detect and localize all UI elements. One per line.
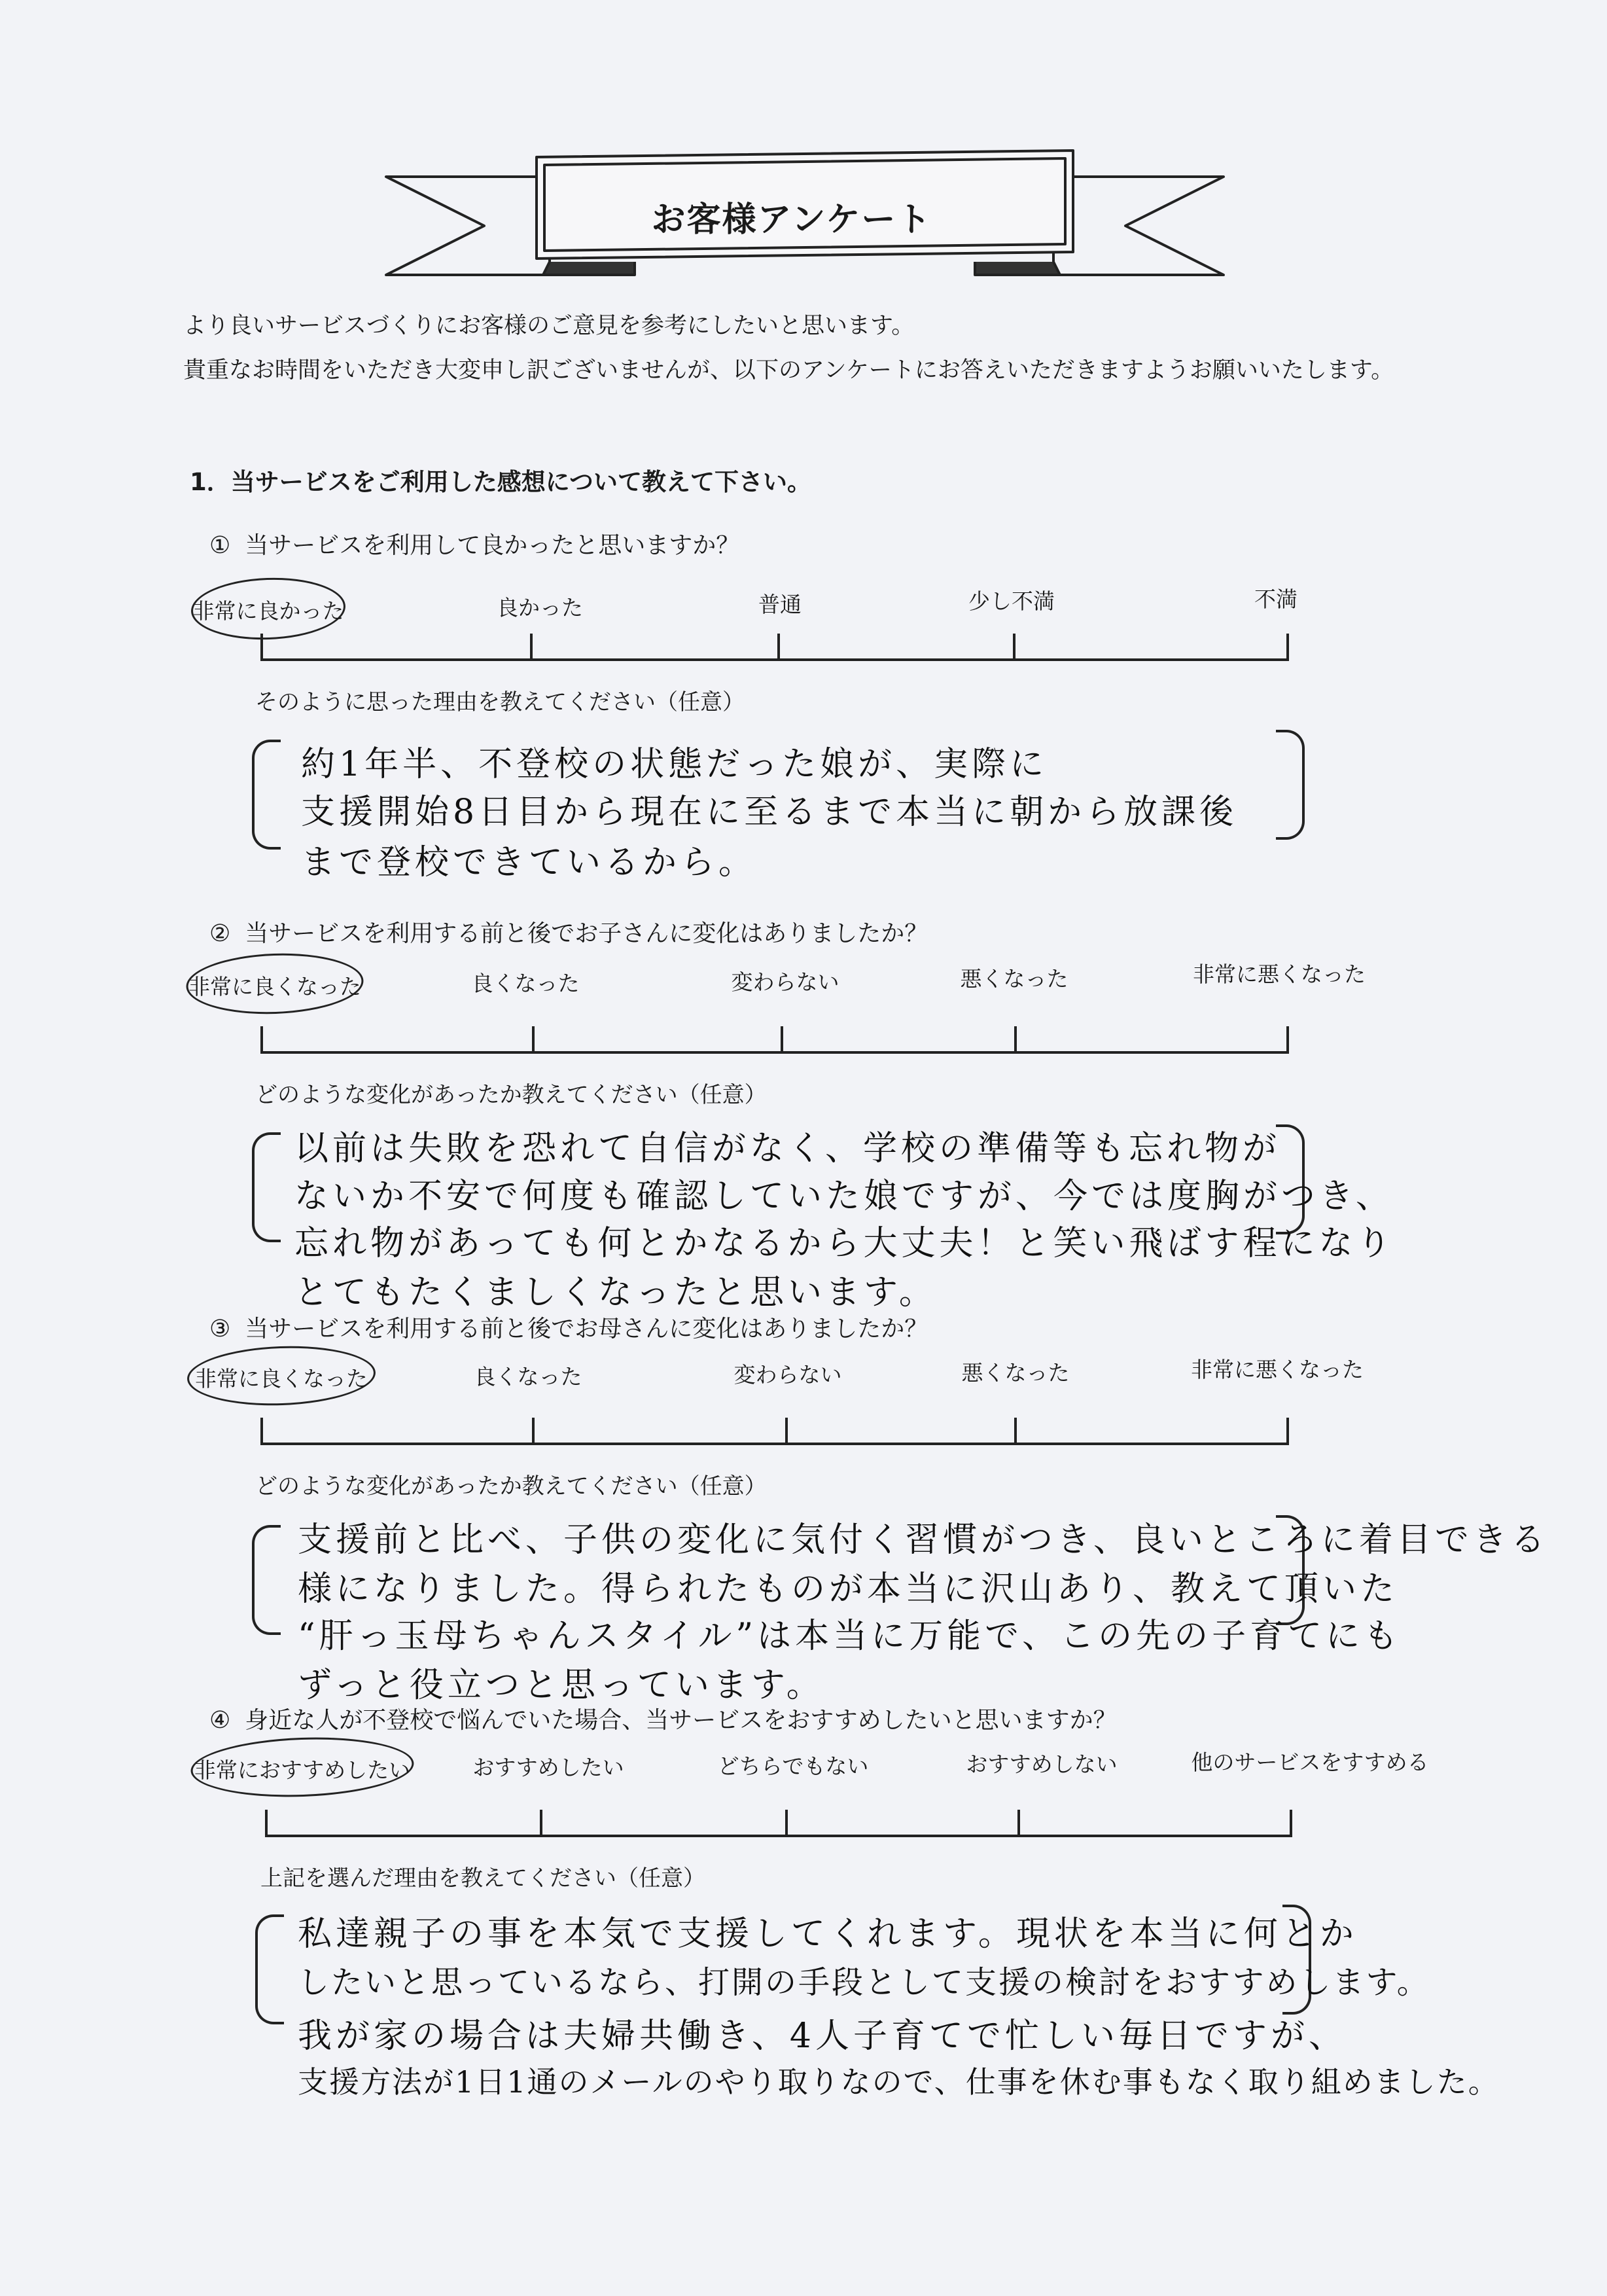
intro-line-1: より良いサービスづくりにお客様のご意見を参考にしたいと思います。 xyxy=(183,313,915,339)
scale-tick xyxy=(785,1418,788,1445)
q2-answer-line-2: ないか不安で何度も確認していた娘ですが、今では度胸がつき、 xyxy=(294,1177,1394,1216)
scale-tick xyxy=(1286,1418,1289,1445)
question-3-number: ③ xyxy=(209,1316,231,1342)
q2-answer-line-4: とてもたくましくなったと思います。 xyxy=(294,1273,937,1312)
scale-tick xyxy=(260,1418,263,1445)
scale-tick xyxy=(532,1026,535,1054)
scale-tick xyxy=(1286,634,1289,661)
q3-answer-line-2: 様になりました。得られたものが本当に沢山あり、教えて頂いた xyxy=(298,1570,1399,1609)
q2-reason-label: どのような変化があったか教えてください（任意） xyxy=(255,1082,767,1108)
intro-line-2: 貴重なお時間をいただき大変申し訳ございませんが、以下のアンケートにお答えいただきますようお願いいたします。 xyxy=(183,357,1394,384)
scale-tick xyxy=(777,634,780,661)
q2-option-better[interactable]: 良くなった xyxy=(471,971,580,996)
q1-reason-label: そのように思った理由を教えてください（任意） xyxy=(255,689,745,715)
section-title: 1．当サービスをご利用した感想について教えて下さい。 xyxy=(190,468,812,496)
question-2-text: 当サービスを利用する前と後でお子さんに変化はありましたか？ xyxy=(245,920,928,947)
q3-answer-line-4: ずっと役立つと思っています。 xyxy=(298,1666,824,1705)
scale-tick xyxy=(265,1810,268,1837)
survey-title: お客様アンケート xyxy=(651,200,932,240)
q2-option-no-change[interactable]: 変わらない xyxy=(731,969,839,995)
question-2-number: ② xyxy=(209,920,231,947)
scale-tick xyxy=(530,634,533,661)
question-4-number: ④ xyxy=(209,1707,231,1734)
q3-option-much-worse[interactable]: 非常に悪くなった xyxy=(1191,1357,1364,1382)
scale-tick xyxy=(785,1810,788,1837)
scale-tick xyxy=(781,1026,783,1054)
q2-answer-line-3: 忘れ物があっても何とかなるから大丈夫！と笑い飛ばす程になり xyxy=(294,1224,1395,1263)
q2-option-much-worse[interactable]: 非常に悪くなった xyxy=(1193,961,1366,987)
scale-tick xyxy=(1014,1418,1017,1445)
question-3 xyxy=(209,1310,928,1344)
q1-option-unsatisfied[interactable]: 不満 xyxy=(1254,586,1298,612)
scale-tick xyxy=(1014,1026,1017,1054)
answer-bracket-left xyxy=(252,740,281,850)
scale-tick xyxy=(1017,1810,1020,1837)
q1-option-normal[interactable]: 普通 xyxy=(758,592,802,617)
scale-tick xyxy=(1286,1026,1289,1054)
q1-option-very-good[interactable]: 非常に良かった xyxy=(192,598,344,624)
scale-tick xyxy=(260,634,263,661)
scale-line xyxy=(265,1835,1292,1837)
scale-tick xyxy=(540,1810,542,1837)
q4-option-recommend[interactable]: おすすめしたい xyxy=(472,1755,624,1780)
question-1-number: ① xyxy=(209,532,231,559)
q2-answer-line-1: 以前は失敗を恐れて自信がなく、学校の準備等も忘れ物が xyxy=(294,1129,1280,1168)
q3-option-better[interactable]: 良くなった xyxy=(474,1364,582,1390)
q3-option-no-change[interactable]: 変わらない xyxy=(733,1362,842,1388)
q3-answer-line-1: 支援前と比べ、子供の変化に気付く習慣がつき、良いところに着目できる xyxy=(298,1520,1549,1560)
scale-tick xyxy=(260,1026,263,1054)
question-2 xyxy=(209,915,928,948)
q1-answer-line-3: まで登校できているから。 xyxy=(301,843,757,882)
question-4-text: 身近な人が不登校で悩んでいた場合、当サービスをおすすめしたいと思いますか？ xyxy=(245,1707,1117,1734)
q4-option-strongly-recommend[interactable]: 非常におすすめしたい xyxy=(194,1757,411,1783)
q4-option-recommend-other[interactable]: 他のサービスをすすめる xyxy=(1191,1749,1429,1775)
q1-option-slightly-unsatisfied[interactable]: 少し不満 xyxy=(968,588,1055,614)
question-3-text: 当サービスを利用する前と後でお母さんに変化はありましたか？ xyxy=(245,1316,928,1342)
q4-answer-line-2: したいと思っているなら、打開の手段として支援の検討をおすすめします。 xyxy=(298,1964,1430,2001)
q4-reason-label: 上記を選んだ理由を教えてください（任意） xyxy=(260,1865,705,1892)
question-4 xyxy=(209,1702,1117,1735)
q3-option-worse[interactable]: 悪くなった xyxy=(961,1360,1070,1386)
q3-answer-line-3: “肝っ玉母ちゃんスタイル”は本当に万能で、この先の子育てにも xyxy=(298,1617,1402,1656)
q4-option-not-recommend[interactable]: おすすめしない xyxy=(966,1751,1118,1777)
q3-reason-label: どのような変化があったか教えてください（任意） xyxy=(255,1473,767,1499)
scale-line xyxy=(260,1443,1289,1445)
scale-line xyxy=(260,658,1289,661)
q4-answer-line-4: 支援方法が1日1通のメールのやり取りなので、仕事を休む事もなく取り組めました。 xyxy=(298,2064,1500,2100)
question-1-text: 当サービスを利用して良かったと思いますか？ xyxy=(245,532,740,559)
q4-answer-line-1: 私達親子の事を本気で支援してくれます。現状を本当に何とか xyxy=(298,1914,1358,1954)
q2-option-much-better[interactable]: 非常に良くなった xyxy=(188,974,361,999)
q1-answer-line-1: 約1年半、不登校の状態だった娘が、実際に xyxy=(301,745,1048,784)
q3-option-much-better[interactable]: 非常に良くなった xyxy=(195,1366,368,1391)
scale-tick xyxy=(1290,1810,1292,1837)
scale-line xyxy=(260,1051,1289,1054)
answer-bracket-right xyxy=(1276,730,1305,840)
q2-option-worse[interactable]: 悪くなった xyxy=(960,966,1068,992)
scale-tick xyxy=(532,1418,535,1445)
question-1 xyxy=(209,527,739,560)
q1-answer-line-2: 支援開始8日目から現在に至るまで本当に朝から放課後 xyxy=(301,793,1238,832)
answer-bracket-left xyxy=(255,1914,284,2024)
q4-option-neutral[interactable]: どちらでもない xyxy=(717,1753,869,1779)
scale-tick xyxy=(1013,634,1015,661)
answer-bracket-left xyxy=(252,1525,281,1635)
answer-bracket-left xyxy=(252,1132,281,1242)
q4-answer-line-3: 我が家の場合は夫婦共働き、4人子育てで忙しい毎日ですが、 xyxy=(298,2017,1347,2056)
q1-option-good[interactable]: 良かった xyxy=(497,595,583,620)
